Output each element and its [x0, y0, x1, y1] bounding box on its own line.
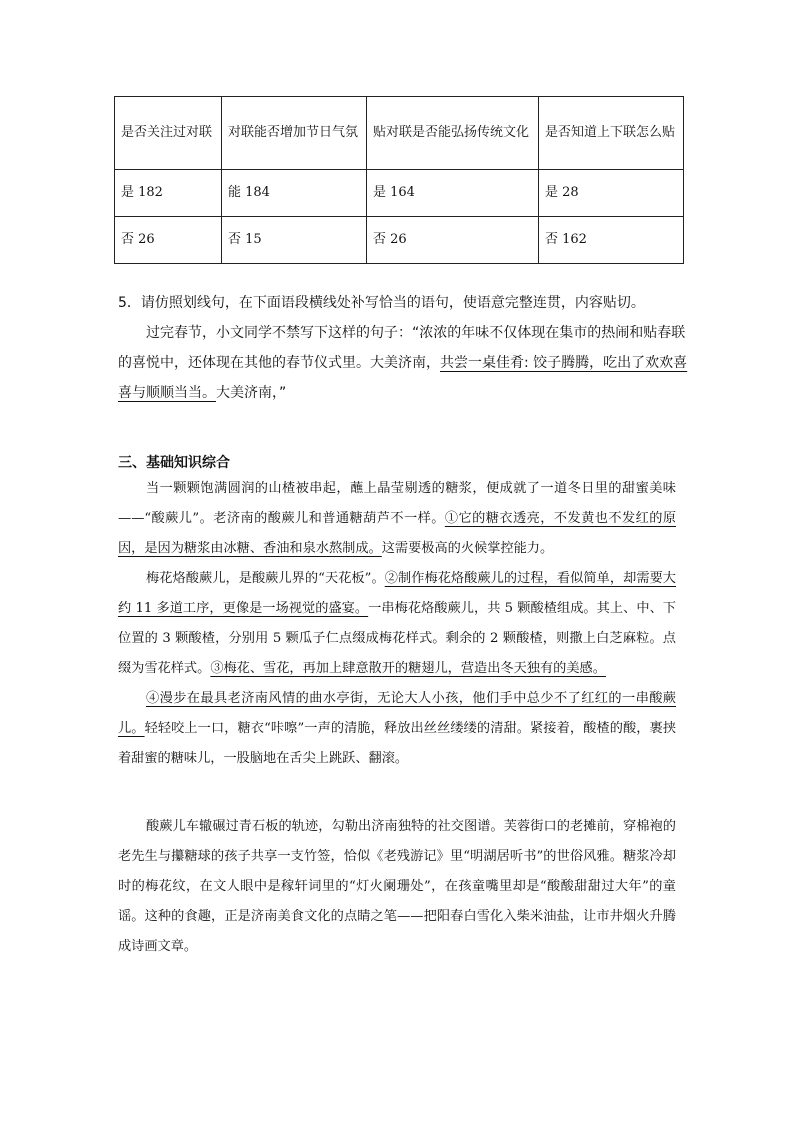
table-header-cell: 对联能否增加节日气氛 — [222, 97, 367, 170]
paragraph-text: 梅花烙酸蕨儿，是酸蕨儿界的“天花板”。 — [146, 571, 385, 586]
table-cell: 能 184 — [222, 170, 367, 217]
paragraph-2 — [118, 564, 676, 684]
question-5 — [118, 288, 688, 408]
table-cell: 否 15 — [222, 217, 367, 264]
section-3-body — [118, 474, 676, 962]
passage-lead: 过完春节，小文同学不禁写下这样的句子：“浓浓的年味不仅体现在集市的热闹和贴春联的喜悦中，还体现在其他的春节仪式里。大美济南， — [118, 325, 686, 371]
paragraph-text: 这需要极高的火候掌控能力。 — [381, 541, 554, 556]
table-row — [115, 170, 684, 217]
passage-tail: 大美济南， — [216, 385, 279, 401]
table-cell: 是 164 — [367, 170, 539, 217]
paragraph-text: 一串梅花烙酸蕨儿，共 5 颗酸楂组成。其上、中、下位置的 3 颗酸楂，分别用 5 颗瓜子仁点缀成梅花样式。剩余的 2 颗酸楂，则撒上白芝麻粒。点缀为雪花样式。 — [118, 601, 676, 676]
table-header-cell: 是否知道上下联怎么贴 — [539, 97, 684, 170]
underlined-sentence-4: ④漫步在最具老济南风情的曲水亭街，无论大人小孩，他们手中总少不了红红的一串酸蕨儿。 — [118, 691, 676, 736]
table-header-cell: 是否关注过对联 — [115, 97, 222, 170]
table-cell: 否 26 — [115, 217, 222, 264]
underlined-sentence-3: ③梅花、雪花，再加上肆意散开的糖翅儿，营造出冬天独有的美感。 — [210, 661, 606, 676]
question-5-prompt: 5．请仿照划线句，在下面语段横线处补写恰当的语句，使语意完整连贯，内容贴切。 — [118, 295, 645, 311]
underlined-sentence-2: ②制作梅花烙酸蕨儿的过程，看似简单，却需要大约 11 多道工序，更像是一场视觉的盛宴。 — [118, 571, 676, 616]
paragraph-text: 轻轻咬上一口，糖衣“咔嚓”一声的清脆，释放出丝丝缕缕的清甜。紧接着，酸楂的酸，裹挟着甜蜜的糖味儿，一股脑地在舌尖上跳跃、翻滚。 — [118, 721, 677, 766]
table-cell: 是 28 — [539, 170, 684, 217]
paragraph-4: 酸蕨儿车辙碾过青石板的轨迹，勾勒出济南独特的社交图谱。芙蓉街口的老摊前，穿棉袍的老先生与攥糖球的孩子共享一支竹签，恰似《老残游记》里“明湖居听书”的世俗风雅。糖浆冷却时的梅花纹，在文人眼中是稼轩词里的“灯火阑珊处”，在孩童嘴里却是“酸酸甜甜过大年”的童谣。这种的食趣，正是济南美食文化的点睛之笔——把阳春白雪化入柴米油盐，让市井烟火升腾成诗画文章。 — [118, 819, 676, 954]
underlined-sentence-1: ①它的糖衣透亮，不发黄也不发红的原因，是因为糖浆由冰糖、香油和泉水熬制成。 — [118, 511, 677, 556]
section-3-title: 三、基础知识综合 — [118, 455, 230, 471]
passage-close-quote: ” — [279, 385, 287, 401]
paragraph-text: 当一颗颗饱满圆润的山楂被串起，蘸上晶莹剔透的糖浆，便成就了一道冬日里的甜蜜美味——“酸蕨儿”。老济南的酸蕨儿和普通糖葫芦不一样。 — [118, 481, 676, 526]
table-cell: 是 182 — [115, 170, 222, 217]
table-cell: 否 162 — [539, 217, 684, 264]
paragraph-1 — [118, 474, 676, 564]
question-5-passage — [118, 318, 688, 408]
paragraph-3 — [118, 684, 676, 774]
table-cell: 否 26 — [367, 217, 539, 264]
survey-table — [114, 96, 684, 264]
underlined-model-sentence: 共尝一桌佳肴: 饺子腾腾，吃出了欢欢喜喜与顺顺当当。 — [118, 355, 688, 401]
table-header-cell: 贴对联是否能弘扬传统文化 — [367, 97, 539, 170]
table-row — [115, 217, 684, 264]
table-header-row — [115, 97, 684, 170]
